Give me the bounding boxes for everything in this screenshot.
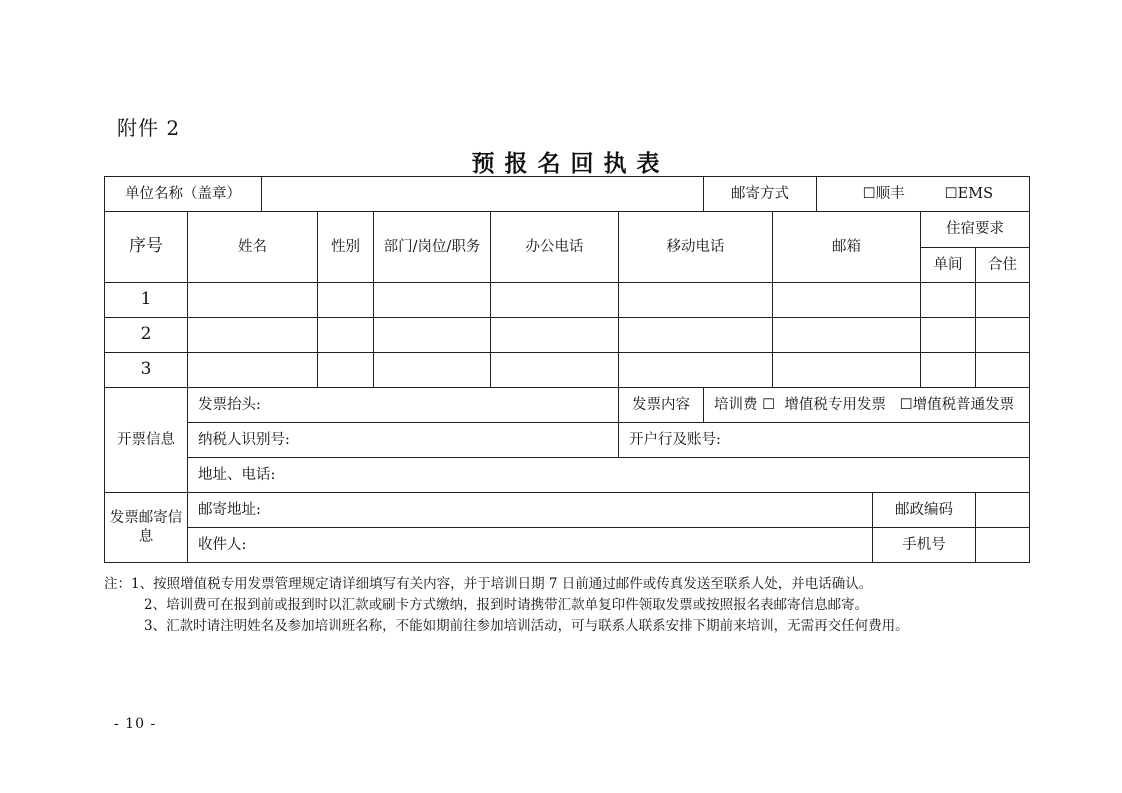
header-shared-room: 合住 bbox=[976, 247, 1030, 283]
attachment-label: 附件 2 bbox=[117, 116, 181, 140]
unit-name-field[interactable] bbox=[262, 177, 704, 212]
taxpayer-row bbox=[105, 423, 1030, 458]
ems-checkbox[interactable]: ☐ bbox=[944, 185, 958, 202]
office-phone-cell[interactable] bbox=[491, 283, 619, 318]
note-item: 注：1、按照增值税专用发票管理规定请详细填写有关内容，并于培训日期 7 日前通过邮件或传真发送至联系人处，并电话确认。 bbox=[104, 576, 873, 592]
mobile-cell[interactable] bbox=[619, 353, 773, 388]
phone-field[interactable] bbox=[976, 528, 1030, 563]
mail-method-options bbox=[817, 177, 1030, 212]
single-room-cell[interactable] bbox=[921, 318, 976, 353]
mail-method-label: 邮寄方式 bbox=[704, 177, 817, 212]
header-gender: 性别 bbox=[318, 212, 374, 283]
address-row bbox=[105, 458, 1030, 493]
row-seq: 3 bbox=[105, 353, 188, 388]
invoice-content-label: 发票内容 bbox=[619, 388, 704, 423]
mobile-cell[interactable] bbox=[619, 283, 773, 318]
header-dept: 部门/岗位/职务 bbox=[374, 212, 491, 283]
shared-room-cell[interactable] bbox=[976, 283, 1030, 318]
name-cell[interactable] bbox=[188, 353, 318, 388]
mailing-address-field[interactable]: 邮寄地址: bbox=[188, 493, 873, 528]
header-mobile: 移动电话 bbox=[619, 212, 773, 283]
gender-cell[interactable] bbox=[318, 283, 374, 318]
invoice-title-row bbox=[105, 388, 1030, 423]
table-row bbox=[105, 353, 1030, 388]
office-phone-cell[interactable] bbox=[491, 353, 619, 388]
dept-cell[interactable] bbox=[374, 353, 491, 388]
email-cell[interactable] bbox=[773, 353, 921, 388]
page-number: - 10 - bbox=[114, 716, 157, 732]
header-lodging: 住宿要求 bbox=[921, 212, 1030, 248]
page-title: 预 报 名 回 执 表 bbox=[471, 150, 661, 177]
unit-name-label: 单位名称（盖章） bbox=[105, 177, 262, 212]
header-email: 邮箱 bbox=[773, 212, 921, 283]
office-phone-cell[interactable] bbox=[491, 318, 619, 353]
table-row bbox=[105, 283, 1030, 318]
postcode-field[interactable] bbox=[976, 493, 1030, 528]
note-item: 3、汇款时请注明姓名及参加培训班名称，不能如期前往参加培训活动，可与联系人联系安排下期前来培训，无需再交任何费用。 bbox=[144, 618, 909, 634]
registration-form-table bbox=[104, 176, 1030, 563]
row-seq: 1 bbox=[105, 283, 188, 318]
recipient-field[interactable]: 收件人: bbox=[188, 528, 873, 563]
shared-room-cell[interactable] bbox=[976, 353, 1030, 388]
bank-account-field[interactable]: 开户行及账号: bbox=[619, 423, 1030, 458]
header-name: 姓名 bbox=[188, 212, 318, 283]
name-cell[interactable] bbox=[188, 283, 318, 318]
mailing-address-row bbox=[105, 493, 1030, 528]
mailing-section-label: 发票邮寄信息 bbox=[105, 493, 188, 563]
notes bbox=[104, 574, 1029, 637]
mobile-cell[interactable] bbox=[619, 318, 773, 353]
name-cell[interactable] bbox=[188, 318, 318, 353]
dept-cell[interactable] bbox=[374, 283, 491, 318]
row-seq: 2 bbox=[105, 318, 188, 353]
header-row bbox=[105, 212, 1030, 248]
email-cell[interactable] bbox=[773, 318, 921, 353]
gender-cell[interactable] bbox=[318, 318, 374, 353]
invoice-title-field[interactable]: 发票抬头: bbox=[188, 388, 619, 423]
taxpayer-id-field[interactable]: 纳税人识别号: bbox=[188, 423, 619, 458]
recipient-row bbox=[105, 528, 1030, 563]
email-cell[interactable] bbox=[773, 283, 921, 318]
phone-label: 手机号 bbox=[873, 528, 976, 563]
header-office-phone: 办公电话 bbox=[491, 212, 619, 283]
single-room-cell[interactable] bbox=[921, 353, 976, 388]
invoice-section-label: 开票信息 bbox=[105, 388, 188, 493]
unit-row bbox=[105, 177, 1030, 212]
single-room-cell[interactable] bbox=[921, 283, 976, 318]
shared-room-cell[interactable] bbox=[976, 318, 1030, 353]
note-item: 2、培训费可在报到前或报到时以汇款或刷卡方式缴纳，报到时请携带汇款单复印件领取发票或按照报名表邮寄信息邮寄。 bbox=[144, 597, 869, 613]
postcode-label: 邮政编码 bbox=[873, 493, 976, 528]
table-row bbox=[105, 318, 1030, 353]
header-single-room: 单间 bbox=[921, 247, 976, 283]
gender-cell[interactable] bbox=[318, 353, 374, 388]
ems-option-label: EMS bbox=[957, 185, 994, 202]
sf-checkbox[interactable]: ☐ bbox=[862, 185, 876, 202]
header-seq: 序号 bbox=[105, 212, 188, 283]
sf-option-label: 顺丰 bbox=[875, 185, 905, 202]
address-phone-field[interactable]: 地址、电话: bbox=[188, 458, 1030, 493]
dept-cell[interactable] bbox=[374, 318, 491, 353]
invoice-content-options[interactable]: 培训费 ☐ 增值税专用发票 ☐增值税普通发票 bbox=[704, 388, 1030, 423]
